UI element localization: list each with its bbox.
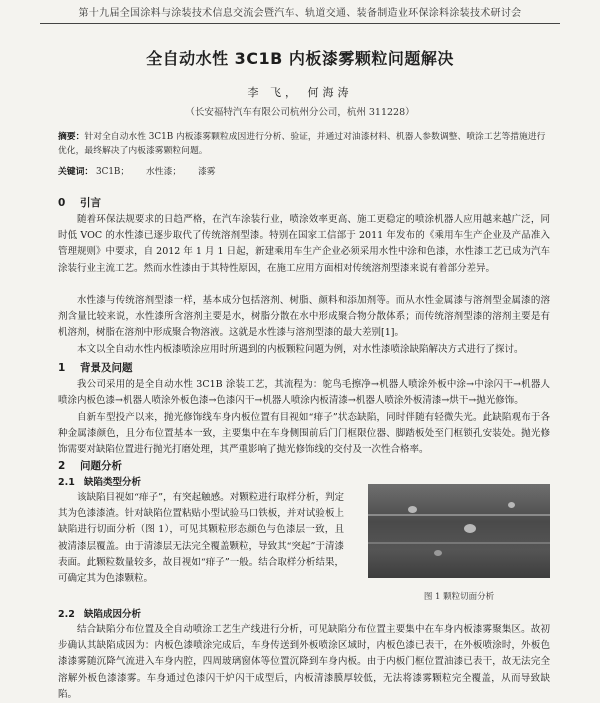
particle-speck bbox=[464, 524, 476, 533]
section-title: 引言 bbox=[80, 197, 101, 209]
section-heading-1 bbox=[58, 360, 133, 375]
paragraph-cause-analysis: 结合缺陷分布位置及全自动喷涂工艺生产线进行分析，可见缺陷分布位置主要集中在车身内板漆雾聚集区。故初步确认其缺陷成因为：内板色漆喷涂完成后，车身传送到外板喷涂区域时，内板色漆已表干，在外板喷涂时，外板色漆漆雾随沉降气流进入车身内腔，四周玻璃窗体等位置沉降到车身内板。由于内板门框位置油漆已表干，故无法完全溶解外板色漆漆雾。车身通过色漆闪干炉闪干成型后，内板清漆膜厚较低，无法将漆雾颗粒完全覆盖，从而导致缺陷。 bbox=[58, 624, 550, 700]
section-number: 2 bbox=[58, 460, 66, 472]
paragraph-background-1: 我公司采用的是全自动水性 3C1B 涂装工艺，其流程为：鸵鸟毛擦净→机器人喷涂外板中涂→中涂闪干→机器人喷涂内板色漆→机器人喷涂外板色漆→色漆闪干→机器人喷涂内板清漆→机器人喷涂外板清漆→烘干→抛光修饰。 bbox=[58, 379, 550, 407]
section-number: 0 bbox=[58, 197, 66, 209]
particle-speck bbox=[408, 506, 417, 513]
subsection-heading-2-2 bbox=[58, 606, 141, 620]
section-title: 背景及问题 bbox=[80, 362, 133, 374]
section-number: 1 bbox=[58, 362, 66, 374]
paragraph-intro-3: 本文以全自动水性内板漆喷涂应用时所遇到的内板颗粒问题为例，对水性漆喷涂缺陷解决方式进行了探讨。 bbox=[77, 344, 524, 355]
abstract-text: 针对全自动水性 3C1B 内板漆雾颗粒成因进行分析、验证，并通过对油漆材料、机器人参数调整、喷涂工艺等措施进行优化，最终解决了内板漆雾颗粒问题。 bbox=[58, 132, 546, 156]
coating-layer-line bbox=[368, 514, 550, 516]
paragraph-intro-1: 随着环保法规要求的日趋严格，在汽车涂装行业，喷涂效率更高、施工更稳定的喷涂机器人应用越来越广泛，同时低 VOC 的水性漆已逐步取代了传统溶剂型漆。特别在国家工信部于 2011 年发布的《乘用车生产企业及产品准入管理规则》中要求，自 2012 年 1 月 1 日起，新建乘用车生产企业必须采用水性中涂和色漆，水性漆工艺已成为汽车涂装行业主流工艺。然而水性漆由于其特性原因，在施工应用方面相对传统溶剂型漆来说有着部分差异。 bbox=[58, 214, 550, 274]
keyword: 漆雾 bbox=[197, 167, 216, 177]
subsection-heading-2-1 bbox=[58, 474, 141, 488]
running-header: 第十九届全国涂料与涂装技术信息交流会暨汽车、轨道交通、装备制造业环保涂料涂装技术研讨会 bbox=[40, 4, 560, 24]
abstract-label: 摘要： bbox=[58, 132, 85, 142]
abstract bbox=[58, 130, 548, 158]
keyword: 水性漆； bbox=[145, 167, 182, 177]
paragraph-defect-type: 该缺陷目视如“痱子”，有突起触感。对颗粒进行取样分析，判定其为色漆漆渣。针对缺陷位置粘贴小型试验马口铁板，并对试验板上缺陷进行切面分析（图 1），可见其颗粒形态颜色与色漆层一致，且被清漆层覆盖。由于清漆层无法完全覆盖颗粒，导致其“突起”于清漆表面。此颗粒数量较多，故目视如“痱子”一般。结合取样分析结果，可确定其为色漆颗粒。 bbox=[58, 492, 344, 585]
section-heading-2 bbox=[58, 458, 122, 473]
affiliation: （长安福特汽车有限公司杭州分公司，杭州 311228） bbox=[185, 107, 415, 118]
paper-title: 全自动水性 3C1B 内板漆雾颗粒问题解决 bbox=[146, 49, 454, 68]
keywords bbox=[58, 164, 548, 177]
keyword: 3C1B； bbox=[96, 167, 130, 177]
particle-section-image bbox=[368, 484, 550, 578]
subsection-title: 缺陷成因分析 bbox=[84, 609, 142, 620]
figure-caption: 图 1 颗粒切面分析 bbox=[423, 592, 495, 602]
authors: 李 飞， 何海涛 bbox=[247, 86, 353, 99]
paragraph-background-2: 自新车型投产以来，抛光修饰线车身内板位置有目视如“痱子”状态缺陷，同时伴随有轻微失光。此缺陷观布于各种金属漆颜色，且分布位置基本一致，主要集中在车身侧围前后门门框限位器、脚踏板处至门框锁孔安装处。抛光修饰需要对缺陷位置进行抛光打磨处理，其严重影响了抛光修饰线的交付及一次性合格率。 bbox=[58, 412, 550, 456]
keywords-label: 关键词： bbox=[58, 167, 94, 177]
subsection-number: 2.2 bbox=[58, 609, 75, 620]
paragraph-intro-2: 水性漆与传统溶剂型漆一样，基本成分包括溶剂、树脂、颜料和添加剂等。而从水性金属漆与溶剂型金属漆的溶剂含量比较来说，水性漆所含溶剂主要是水，树脂分散在水中形成聚合物分散体系；而传统溶剂型漆的溶剂主要是有机溶剂，树脂在溶剂中形成聚合物溶液。这就是水性漆与溶剂型漆的最大差别[1]。 bbox=[58, 295, 550, 339]
subsection-title: 缺陷类型分析 bbox=[84, 477, 142, 488]
section-title: 问题分析 bbox=[80, 460, 122, 472]
section-heading-0 bbox=[58, 195, 101, 210]
particle-speck bbox=[508, 502, 515, 508]
subsection-number: 2.1 bbox=[58, 477, 75, 488]
particle-speck bbox=[434, 550, 442, 556]
coating-layer-line bbox=[368, 542, 550, 544]
